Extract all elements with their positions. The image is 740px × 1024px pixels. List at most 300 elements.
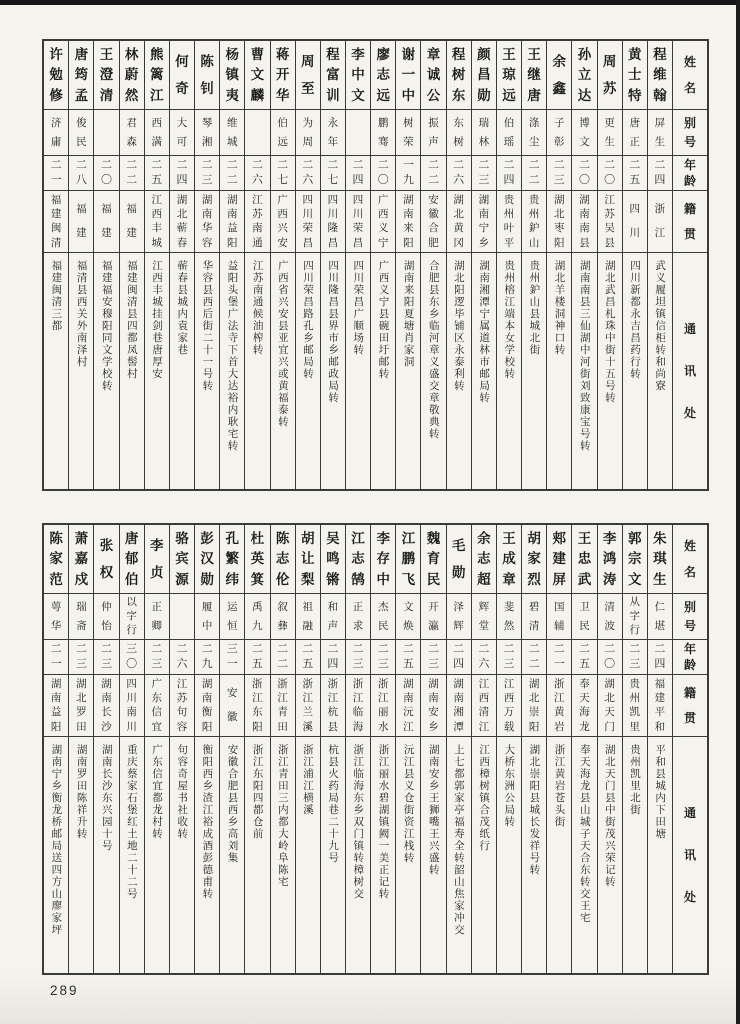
- char: 州: [528, 208, 540, 221]
- char: 萧: [74, 530, 89, 546]
- person-name: [421, 525, 445, 594]
- char: 县: [579, 236, 590, 249]
- person-column: [598, 525, 623, 973]
- char: 西: [478, 692, 490, 705]
- person-native-place: [547, 191, 571, 253]
- person-column: [220, 525, 245, 973]
- person-alias: [522, 594, 546, 640]
- char: 程: [326, 46, 340, 62]
- person-alias: [497, 110, 521, 156]
- char: 生: [654, 135, 666, 148]
- person-age: [69, 156, 93, 191]
- char: 勋: [477, 87, 491, 103]
- char: 三: [126, 643, 138, 655]
- person-native-place: [220, 675, 244, 737]
- char: 五: [151, 174, 163, 186]
- person-age: [346, 640, 370, 675]
- vertical-text: 华容县西后街二十一号转: [201, 260, 214, 392]
- char: 湖: [554, 193, 565, 206]
- char: 中: [201, 619, 213, 632]
- char: 二: [453, 159, 465, 171]
- char: 福: [50, 193, 62, 206]
- person-column: [195, 41, 220, 489]
- person-name: [472, 41, 496, 110]
- char: 沙: [101, 720, 112, 733]
- person-address: [371, 737, 395, 973]
- char: 四: [453, 658, 465, 670]
- char: 荣: [352, 222, 364, 235]
- char: 二: [629, 643, 641, 655]
- char: 湖: [101, 677, 112, 690]
- vertical-text: 江西丰城挂剑巷唐厚安: [151, 260, 164, 380]
- char: 枣: [554, 222, 565, 235]
- char: 湖: [403, 677, 414, 690]
- char: 贵: [629, 677, 641, 690]
- char: 鑫: [552, 80, 567, 96]
- char: 瀛: [428, 619, 439, 632]
- char: 家: [49, 551, 63, 567]
- char: 三: [201, 174, 213, 186]
- char: 伯: [124, 571, 139, 587]
- char: 郭: [628, 530, 642, 546]
- person-native-place: [195, 675, 219, 737]
- char: 潭: [453, 720, 464, 733]
- person-alias: [497, 594, 521, 640]
- header-alias: [673, 110, 707, 156]
- person-name: [44, 41, 68, 110]
- char: 浙: [654, 203, 666, 216]
- person-age: [69, 640, 93, 675]
- char: 纬: [225, 571, 240, 587]
- char: 夷: [225, 87, 240, 103]
- char: 昌: [327, 236, 339, 249]
- person-name: [296, 525, 320, 594]
- person-address: [271, 253, 295, 489]
- vertical-text: 浙江黄岩苍头街: [553, 744, 566, 828]
- char: 湖: [50, 677, 62, 690]
- person-column: [547, 41, 572, 489]
- char: 江: [377, 692, 389, 705]
- person-address: [296, 253, 320, 489]
- char: 蕲: [176, 222, 188, 235]
- char: 五: [251, 658, 263, 670]
- char: 崇: [528, 706, 540, 719]
- char: 郏: [552, 530, 567, 546]
- char: 特: [628, 87, 642, 103]
- char: 王: [99, 46, 114, 62]
- person-column: [145, 41, 170, 489]
- char: 来: [403, 222, 414, 235]
- person-address: [472, 737, 496, 973]
- person-age: [120, 640, 144, 675]
- vertical-text: 湖南湘潭宁属道林市邮局转: [478, 260, 491, 404]
- char: 李: [351, 46, 365, 62]
- person-age: [447, 156, 471, 191]
- char: 江: [252, 692, 263, 705]
- person-native-place: [598, 191, 622, 253]
- person-column: [296, 41, 321, 489]
- char: 阳: [554, 236, 565, 249]
- person-alias: [396, 594, 420, 640]
- vertical-text: 句容奇屋书社收转: [176, 744, 189, 840]
- char: 通: [252, 236, 263, 249]
- person-alias: [69, 594, 93, 640]
- person-native-place: [572, 191, 596, 253]
- char: 和: [654, 720, 666, 733]
- person-name: [396, 525, 420, 594]
- char: 奉: [579, 677, 590, 690]
- char: 维: [227, 117, 238, 129]
- char: 川: [629, 227, 641, 240]
- char: 彭: [200, 530, 214, 546]
- char: 权: [99, 564, 114, 580]
- char: 瑞: [478, 117, 490, 129]
- vertical-text: 浙江东阳四都仓前: [251, 744, 264, 840]
- person-alias: [598, 110, 622, 156]
- person-address: [94, 737, 118, 973]
- char: 奇: [175, 80, 189, 96]
- header-address: [673, 253, 707, 489]
- char: 澄: [99, 67, 114, 83]
- person-address: [170, 737, 194, 973]
- char: 为: [302, 117, 313, 129]
- person-native-place: [522, 675, 546, 737]
- person-alias: [421, 594, 445, 640]
- char: 阳: [201, 720, 213, 733]
- person-native-place: [396, 191, 420, 253]
- char: 声: [428, 135, 439, 148]
- vertical-text: 湖南来阳夏塘肖家洞: [402, 260, 415, 368]
- char: 余: [552, 53, 567, 69]
- char: 周: [302, 135, 313, 148]
- char: 福: [126, 203, 137, 216]
- char: 安: [277, 236, 288, 249]
- char: 琼: [502, 67, 516, 83]
- char: 籍: [683, 202, 696, 217]
- person-column: [421, 525, 446, 973]
- char: 荣: [302, 222, 313, 235]
- char: 二: [629, 159, 641, 171]
- char: 树: [453, 135, 464, 148]
- person-column: [421, 41, 446, 489]
- char: 江: [554, 692, 565, 705]
- char: 闽: [50, 222, 62, 235]
- char: 南: [50, 692, 62, 705]
- char: 清: [50, 236, 62, 249]
- char: 杨: [225, 46, 240, 62]
- person-name: [195, 41, 219, 110]
- char: 县: [604, 236, 615, 249]
- char: 四: [503, 174, 515, 186]
- person-age: [170, 640, 194, 675]
- person-age: [623, 156, 647, 191]
- person-native-place: [623, 191, 647, 253]
- char: 锵: [326, 571, 340, 587]
- char: 二: [277, 643, 289, 655]
- char: 冈: [453, 236, 464, 249]
- char: 三: [100, 658, 112, 670]
- char: 江: [503, 677, 515, 690]
- person-address: [572, 737, 596, 973]
- char: 北: [528, 692, 540, 705]
- person-age: [145, 156, 169, 191]
- person-column: [44, 525, 69, 973]
- char: 二: [75, 643, 87, 655]
- person-native-place: [94, 191, 118, 253]
- person-column: [120, 41, 145, 489]
- char: 湖: [76, 677, 87, 690]
- char: 尘: [528, 135, 540, 148]
- char: 江: [176, 677, 188, 690]
- person-native-place: [69, 191, 93, 253]
- person-alias: [346, 110, 370, 156]
- person-alias: [245, 110, 269, 156]
- char: 川: [126, 692, 137, 705]
- char: 周: [300, 53, 315, 69]
- header-native-place: [673, 191, 707, 253]
- char: 清: [604, 601, 615, 613]
- person-address: [396, 253, 420, 489]
- char: 〇: [604, 174, 616, 186]
- person-alias: [371, 594, 395, 640]
- person-column: [547, 525, 572, 973]
- vertical-text: 湖南罗田陈祥升转: [75, 744, 88, 840]
- person-address: [547, 737, 571, 973]
- char: 济: [50, 117, 62, 129]
- char: 福: [101, 203, 112, 216]
- char: 斐: [503, 601, 515, 613]
- person-age: [296, 156, 320, 191]
- person-native-place: [321, 675, 345, 737]
- char: 阳: [252, 720, 263, 733]
- person-column: [572, 41, 597, 489]
- char: 运: [227, 601, 238, 613]
- char: 卿: [151, 619, 163, 632]
- person-alias: [145, 594, 169, 640]
- char: 国: [554, 601, 565, 613]
- char: 杜: [250, 530, 265, 546]
- char: 一: [402, 159, 414, 171]
- char: 子: [554, 117, 565, 129]
- char: 以: [126, 596, 137, 609]
- char: 彰: [554, 135, 565, 148]
- char: 二: [553, 643, 565, 655]
- person-name: [170, 525, 194, 594]
- char: 二: [302, 643, 314, 655]
- char: 筠: [74, 67, 89, 83]
- person-name: [44, 525, 68, 594]
- char: 岩: [554, 720, 565, 733]
- scan-edge-top: [0, 0, 740, 5]
- person-address: [296, 737, 320, 973]
- char: 章: [502, 571, 516, 587]
- char: 孙: [577, 46, 592, 62]
- person-name: [94, 525, 118, 594]
- person-name: [572, 41, 596, 110]
- person-address: [447, 737, 471, 973]
- char: 四: [654, 174, 666, 186]
- char: 江: [352, 692, 364, 705]
- char: 三: [629, 658, 641, 670]
- vertical-text: 湖南长沙东兴园十号: [100, 744, 113, 852]
- person-age: [321, 640, 345, 675]
- char: 川: [302, 208, 313, 221]
- person-column: [245, 41, 270, 489]
- person-age: [598, 640, 622, 675]
- char: 浙: [302, 677, 313, 690]
- char: 东: [453, 117, 464, 129]
- char: 从: [629, 596, 641, 609]
- person-column: [69, 41, 94, 489]
- char: 曹: [250, 46, 265, 62]
- char: 鹄: [351, 571, 365, 587]
- person-alias: [296, 110, 320, 156]
- char: 何: [175, 53, 189, 69]
- person-native-place: [648, 191, 672, 253]
- person-column: [497, 525, 522, 973]
- header-name: [673, 525, 707, 594]
- vertical-text: 福清县西关外南泽村: [75, 260, 88, 368]
- person-native-place: [44, 675, 68, 737]
- person-address: [245, 253, 269, 489]
- person-native-place: [296, 675, 320, 737]
- person-column: [623, 525, 648, 973]
- person-column: [472, 525, 497, 973]
- char: 文: [628, 571, 642, 587]
- char: 龄: [683, 173, 696, 188]
- char: 程: [451, 46, 466, 62]
- char: 黄: [628, 46, 642, 62]
- person-native-place: [648, 675, 672, 737]
- char: 孔: [225, 530, 240, 546]
- char: 讯: [683, 848, 696, 862]
- char: 仁: [654, 601, 666, 613]
- char: 北: [176, 208, 188, 221]
- person-alias: [472, 594, 496, 640]
- person-address: [220, 737, 244, 973]
- char: 三: [377, 658, 389, 670]
- char: 王: [577, 530, 592, 546]
- char: 永: [327, 117, 339, 129]
- person-native-place: [170, 675, 194, 737]
- vertical-text: 福建福安穆阳同文学校转: [100, 260, 113, 392]
- char: 湖: [528, 677, 540, 690]
- person-name: [648, 525, 672, 594]
- char: 怡: [101, 619, 112, 632]
- char: 容: [201, 236, 213, 249]
- char: 胡: [527, 530, 541, 546]
- person-native-place: [371, 191, 395, 253]
- person-native-place: [245, 191, 269, 253]
- person-address: [497, 253, 521, 489]
- person-name: [145, 41, 169, 110]
- vertical-text: 江西樟树镇合茂纸行: [478, 744, 491, 852]
- char: 民: [76, 135, 87, 148]
- char: 里: [629, 720, 641, 733]
- char: 家: [527, 551, 541, 567]
- person-alias: [447, 110, 471, 156]
- person-name: [245, 525, 269, 594]
- person-age: [44, 156, 68, 191]
- char: 行: [126, 624, 137, 637]
- char: 四: [327, 193, 339, 206]
- char: 二: [604, 159, 616, 171]
- char: 大: [176, 117, 188, 129]
- char: 建: [552, 551, 567, 567]
- char: 育: [426, 551, 441, 567]
- char: 长: [101, 706, 112, 719]
- person-name: [623, 41, 647, 110]
- char: 湖: [604, 677, 615, 690]
- char: 广: [277, 193, 288, 206]
- person-column: [94, 41, 119, 489]
- char: 二: [327, 643, 339, 655]
- char: 二: [453, 643, 465, 655]
- char: 福: [654, 677, 666, 690]
- person-age: [145, 640, 169, 675]
- char: 南: [126, 706, 137, 719]
- char: 远: [502, 87, 516, 103]
- person-native-place: [447, 191, 471, 253]
- char: 建: [654, 692, 666, 705]
- person-alias: [522, 110, 546, 156]
- char: 载: [503, 720, 515, 733]
- person-native-place: [120, 191, 144, 253]
- person-column: [170, 41, 195, 489]
- char: 湘: [201, 135, 213, 148]
- char: 一: [50, 174, 62, 186]
- person-address: [547, 253, 571, 489]
- vertical-text: 大桥东洲公局转: [503, 744, 516, 828]
- person-alias: [472, 110, 496, 156]
- char: 二: [277, 159, 289, 171]
- char: 黄: [554, 706, 565, 719]
- char: 二: [201, 643, 213, 655]
- person-name: [598, 41, 622, 110]
- char: 阳: [227, 236, 238, 249]
- char: 阳: [528, 720, 540, 733]
- person-column: [44, 41, 69, 489]
- char: 中: [376, 571, 390, 587]
- char: 志: [477, 551, 491, 567]
- person-column: [371, 525, 396, 973]
- vertical-text: 福建闽清三都: [50, 260, 63, 332]
- char: 南: [101, 692, 112, 705]
- vertical-text: 贵州鈩山县城北街: [528, 260, 541, 356]
- char: 杰: [377, 601, 389, 613]
- person-address: [598, 737, 622, 973]
- char: 阳: [50, 720, 62, 733]
- person-native-place: [245, 675, 269, 737]
- char: 南: [201, 208, 213, 221]
- person-age: [421, 156, 445, 191]
- person-native-place: [497, 191, 521, 253]
- char: 屏: [654, 117, 666, 129]
- char: 城: [151, 236, 163, 249]
- person-native-place: [623, 675, 647, 737]
- char: 胡: [300, 530, 315, 546]
- char: 州: [503, 208, 515, 221]
- person-address: [648, 737, 672, 973]
- char: 骆: [175, 530, 189, 546]
- person-alias: [623, 110, 647, 156]
- char: 东: [151, 692, 163, 705]
- person-alias: [94, 594, 118, 640]
- char: 唐: [629, 117, 641, 129]
- char: 远: [376, 87, 390, 103]
- char: 廖: [376, 46, 390, 62]
- char: 二: [478, 159, 490, 171]
